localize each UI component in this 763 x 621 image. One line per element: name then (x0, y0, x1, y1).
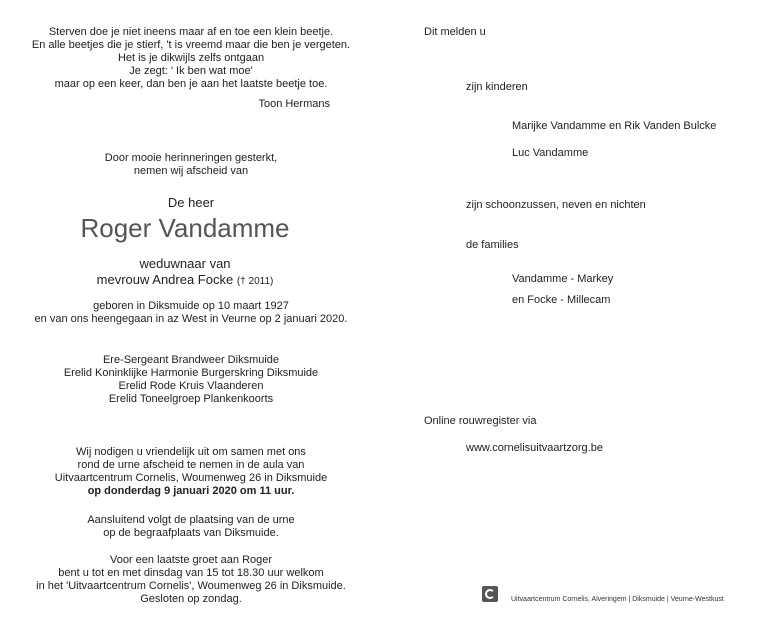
families-label: de families (466, 239, 519, 251)
role-line: Ere-Sergeant Brandweer Diksmuide (102, 354, 280, 366)
invite-line: rond de urne afscheid te nemen in de aula van (77, 459, 305, 471)
visit-info (0, 554, 382, 606)
spouse-death-year: († 2011) (236, 276, 274, 287)
visit-line: Gesloten op zondag. (140, 593, 242, 605)
visit-line: in het 'Uitvaartcentrum Cornelis', Woumenweg 26 in Diksmuide. (36, 580, 346, 592)
burial-line: op de begraafplaats van Diksmuide. (103, 527, 279, 539)
deceased-title: De heer (167, 195, 215, 210)
visit-line: bent u tot en met dinsdag van 15 tot 18.30 uur welkom (58, 567, 324, 579)
poem-line: Sterven doe je niet ineens maar af en toe een klein beetje. (48, 26, 334, 38)
widow-line: weduwnaar van (139, 256, 231, 271)
family-name: en Focke - Millecam (512, 294, 611, 306)
poem (0, 26, 382, 91)
date-line: geboren in Diksmuide op 10 maart 1927 (93, 300, 289, 312)
date-line: en van ons heengegaan in az West in Veurne op 2 januari 2020. (34, 313, 348, 325)
child-name: Marijke Vandamme en Rik Vanden Bulcke (512, 120, 717, 132)
role-line: Erelid Rode Kruis Vlaanderen (118, 380, 264, 392)
honorary-roles (0, 354, 382, 406)
announce-text: Dit melden u (424, 26, 486, 38)
register-label: Online rouwregister via (424, 415, 537, 427)
burial-line: Aansluitend volgt de plaatsing van de urne (87, 514, 295, 526)
family-name: Vandamme - Markey (512, 273, 614, 285)
invite-line: Uitvaartcentrum Cornelis, Woumenweg 26 in Diksmuide (54, 472, 328, 484)
poem-author: Toon Hermans (258, 98, 330, 110)
intro (0, 152, 382, 178)
invite-line: Wij nodigen u vriendelijk uit om samen met ons (76, 446, 306, 458)
visit-line: Voor een laatste groet aan Roger (109, 554, 273, 566)
ceremony-date: op donderdag 9 januari 2020 om 11 uur. (87, 485, 295, 497)
poem-line: maar op een keer, dan ben je aan het laatste beetje toe. (54, 78, 328, 90)
poem-line: En alle beetjes die je stierf, 't is vreemd maar die ben je vergeten. (31, 39, 351, 51)
spouse-name: mevrouw Andrea Focke (96, 272, 234, 287)
poem-line: Je zegt: ' Ik ben wat moe' (129, 65, 253, 77)
footer (482, 584, 757, 606)
deceased-name: Roger Vandamme (80, 213, 290, 243)
ceremony-invitation (0, 446, 382, 498)
footer-text: Uitvaartcentrum Cornelis, Alveringem | Diksmuide | Veurne-Westkust (511, 596, 724, 603)
inlaws-label: zijn schoonzussen, neven en nichten (466, 199, 646, 211)
role-line: Erelid Toneelgroep Plankenkoorts (108, 393, 274, 405)
burial-info (0, 514, 382, 540)
children-label: zijn kinderen (466, 81, 528, 93)
role-line: Erelid Koninklijke Harmonie Burgerskring Diksmuide (63, 367, 319, 379)
intro-line: nemen wij afscheid van (133, 165, 249, 177)
register-url[interactable]: www.cornelisuitvaartzorg.be (466, 442, 603, 454)
cornelis-logo-icon (482, 586, 498, 602)
poem-line: Het is je dikwijls zelfs ontgaan (117, 52, 265, 64)
intro-line: Door mooie herinneringen gesterkt, (104, 152, 278, 164)
life-dates (0, 300, 382, 326)
widow-info (0, 256, 370, 290)
child-name: Luc Vandamme (512, 147, 589, 159)
widow-spouse (0, 272, 370, 290)
